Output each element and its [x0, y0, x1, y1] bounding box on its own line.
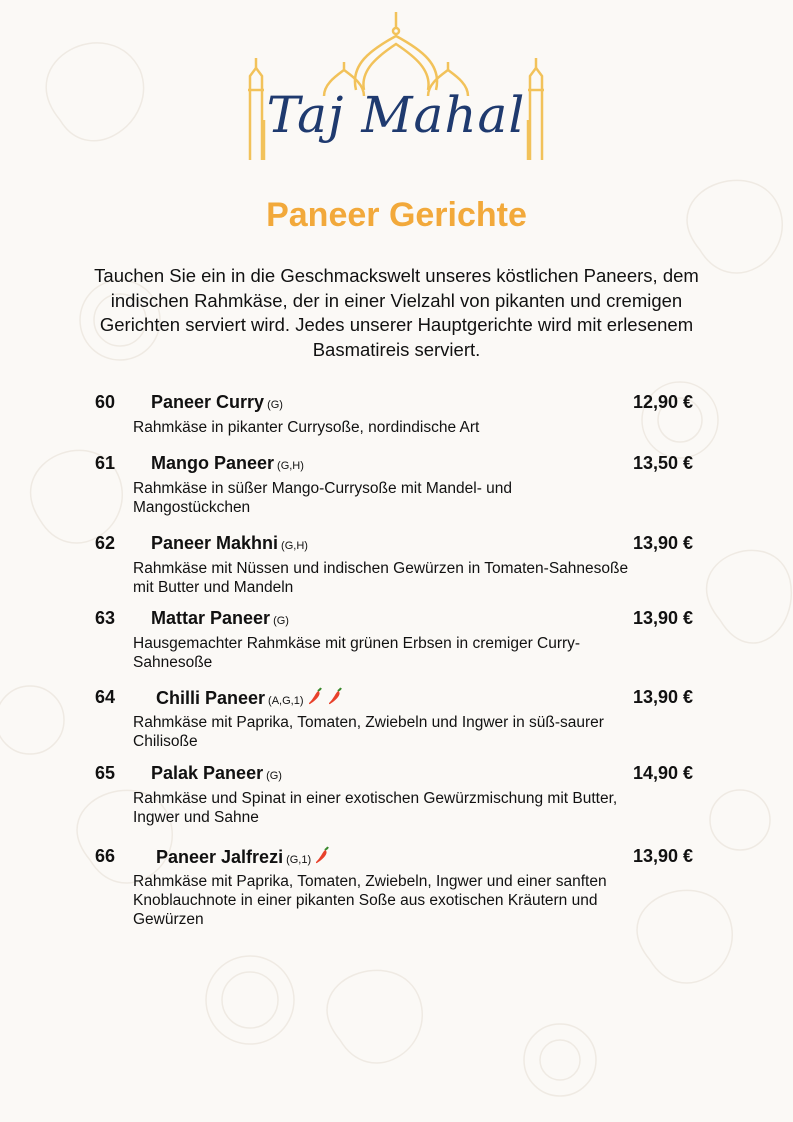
item-description: Rahmkäse mit Paprika, Tomaten, Zwiebeln, Ingwer und einer sanften Knoblauchnote in einer pikanten Soße aus exotischen Kräutern und Gewürzen	[133, 873, 607, 928]
item-price: 13,90 €	[633, 533, 694, 553]
brand-logo-text: Taj Mahal	[266, 86, 526, 144]
item-name: Palak Paneer	[151, 763, 264, 783]
item-allergens: (G)	[266, 770, 282, 782]
item-price: 12,90 €	[633, 392, 694, 412]
item-number: 63	[95, 608, 116, 628]
item-name-line	[156, 687, 344, 709]
item-allergens: (G)	[267, 399, 283, 411]
item-name: Paneer Jalfrezi	[156, 847, 284, 867]
item-number: 66	[95, 846, 116, 866]
item-name-line	[156, 846, 331, 868]
taj-mahal-logo	[240, 10, 552, 170]
chili-pepper-icon	[308, 687, 324, 705]
item-number: 64	[95, 687, 116, 707]
item-price: 13,90 €	[633, 687, 694, 707]
item-description: Hausgemachter Rahmkäse mit grünen Erbsen in cremiger Curry-Sahnesoße	[133, 635, 581, 671]
intro-text: Tauchen Sie ein in die Geschmackswelt unseres köstlichen Paneers, dem indischen Rahmkäse, der in einer Vielzahl von pikanten und cremigen Gerichten serviert wird. Jedes unserer Hauptgerichte wird mit erlesenem Basmatireis serviert.	[94, 265, 699, 360]
item-description: Rahmkäse in süßer Mango-Currysoße mit Mandel- und Mangostückchen	[133, 480, 513, 516]
item-name: Mango Paneer	[151, 453, 275, 473]
item-allergens: (G,1)	[286, 854, 312, 866]
item-name: Paneer Curry	[151, 392, 265, 412]
item-price: 13,90 €	[633, 608, 694, 628]
chili-pepper-icon	[315, 846, 331, 864]
item-description: Rahmkäse in pikanter Currysoße, nordindische Art	[133, 419, 480, 436]
item-number: 61	[95, 453, 116, 473]
page-title: Paneer Gerichte	[266, 196, 527, 234]
item-name-line	[151, 763, 282, 784]
item-name: Paneer Makhni	[151, 533, 279, 553]
item-allergens: (G,H)	[277, 460, 304, 472]
item-description: Rahmkäse und Spinat in einer exotischen Gewürzmischung mit Butter, Ingwer und Sahne	[133, 790, 618, 826]
item-number: 65	[95, 763, 116, 783]
item-description: Rahmkäse mit Nüssen und indischen Gewürzen in Tomaten-Sahnesoße mit Butter und Mandeln	[133, 560, 629, 596]
item-name-line	[151, 608, 289, 629]
item-allergens: (G,H)	[281, 540, 308, 552]
item-name-line	[151, 533, 308, 554]
item-name-line	[151, 453, 304, 474]
item-price: 13,50 €	[633, 453, 694, 473]
item-number: 60	[95, 392, 116, 412]
item-name: Mattar Paneer	[151, 608, 271, 628]
item-description: Rahmkäse mit Paprika, Tomaten, Zwiebeln und Ingwer in süß-saurer Chilisoße	[133, 714, 604, 750]
item-name-line	[151, 392, 283, 413]
item-name: Chilli Paneer	[156, 688, 266, 708]
item-number: 62	[95, 533, 116, 553]
item-allergens: (G)	[273, 615, 289, 627]
chili-pepper-icon	[328, 687, 344, 705]
item-allergens: (A,G,1)	[268, 695, 304, 707]
item-price: 13,90 €	[633, 846, 694, 866]
item-price: 14,90 €	[633, 763, 694, 783]
